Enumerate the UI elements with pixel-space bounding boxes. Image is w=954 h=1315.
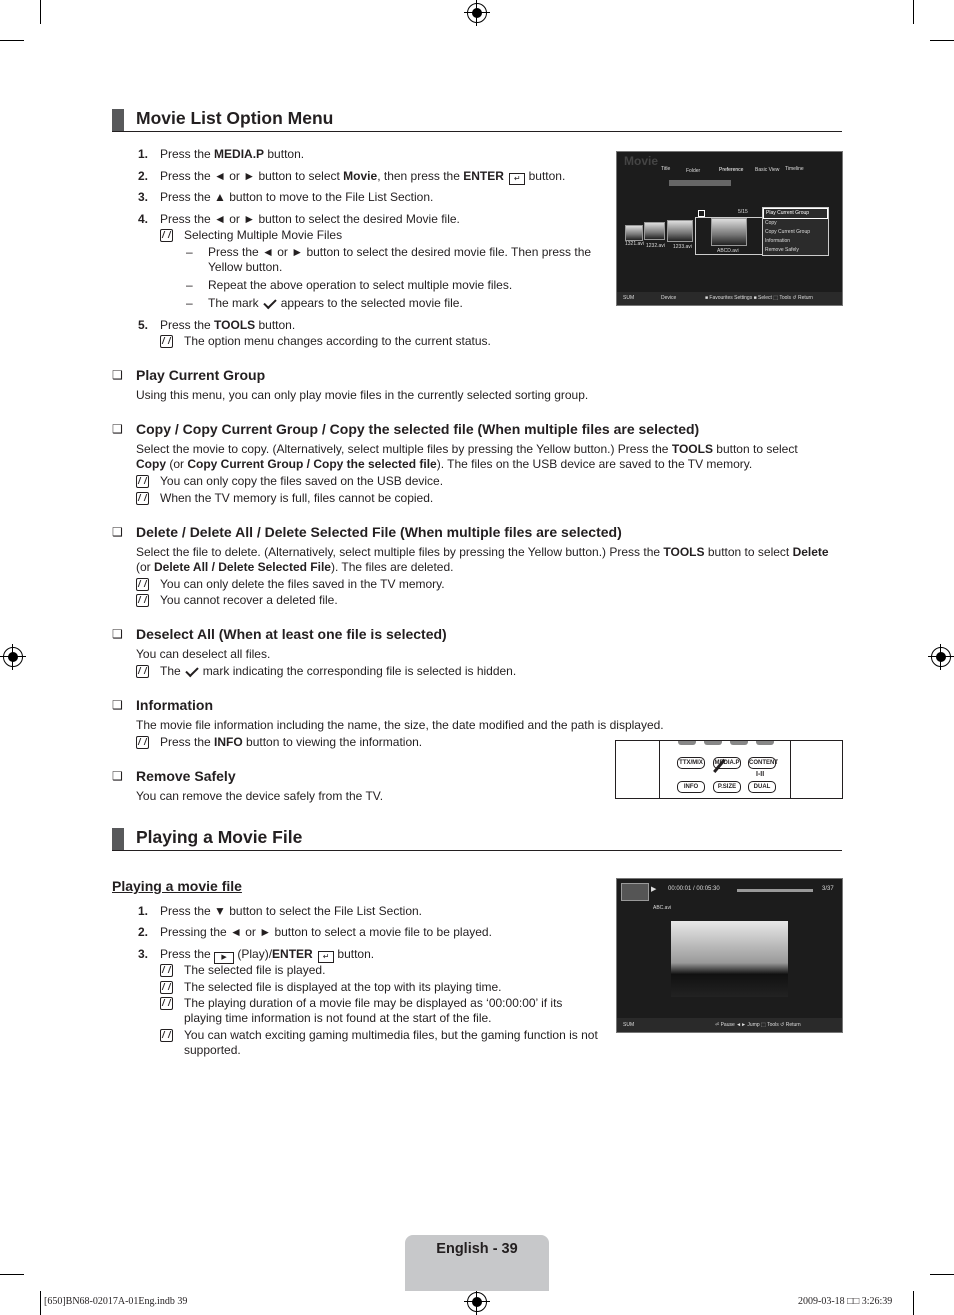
section-bar	[112, 828, 124, 850]
note-text: You can only delete the files saved in the TV memory.	[160, 577, 445, 591]
crop-mark	[0, 1274, 24, 1275]
step-number: 3.	[138, 190, 149, 204]
note-text: Selecting Multiple Movie Files	[184, 228, 343, 242]
registration-mark-icon	[931, 647, 951, 667]
checkbox-icon	[698, 210, 705, 217]
timeline-bar	[669, 180, 731, 186]
section-title: Movie List Option Menu	[136, 108, 334, 128]
item-text: (or Delete All / Delete Selected File). The files are deleted.	[136, 560, 454, 574]
file-name: 1321.avi	[625, 241, 644, 247]
crop-mark	[0, 40, 24, 41]
note-icon	[136, 594, 149, 607]
ttx-mix-button[interactable]: TTX/MIX	[677, 757, 705, 769]
step-text: Press the ▼ button to select the File List Section.	[160, 904, 423, 918]
note-text: When the TV memory is full, files cannot be copied.	[160, 491, 434, 505]
remote-edge	[790, 741, 791, 798]
menu-item[interactable]: Play Current Group	[763, 208, 828, 219]
color-button	[678, 741, 696, 745]
item-title: Delete / Delete All / Delete Selected File (When multiple files are selected)	[136, 524, 622, 540]
page-number-tab	[405, 1235, 549, 1291]
checkbox-bullet: ❑	[112, 368, 123, 382]
color-button	[704, 741, 722, 745]
screen-tab: Title	[661, 166, 671, 172]
progress-bar	[737, 889, 813, 892]
bottom-device: SUM	[623, 1022, 635, 1028]
color-button	[756, 741, 774, 745]
step-number: 1.	[138, 147, 149, 161]
item-text: You can remove the device safely from the TV.	[136, 789, 384, 803]
crop-mark	[40, 0, 41, 24]
note-text: The playing duration of a movie file may be displayed as ‘00:00:00’ if its	[184, 996, 563, 1010]
file-name: 1233.avi	[673, 244, 692, 250]
section-header	[112, 828, 842, 851]
step-number: 5.	[138, 318, 149, 332]
bottom-hints: ⏎ Pause ◄► Jump ⬚ Tools ↺ Return	[715, 1022, 801, 1028]
item-title: Remove Safely	[136, 768, 236, 784]
step-number: 2.	[138, 925, 149, 939]
section-title: Playing a Movie File	[136, 827, 303, 847]
file-counter: 5/15	[738, 209, 748, 215]
file-thumbnail	[667, 220, 693, 242]
step-text: Press the ◄ or ► button to select the desired Movie file.	[160, 212, 460, 226]
step-number: 2.	[138, 169, 149, 183]
checkbox-bullet: ❑	[112, 422, 123, 436]
dash-bullet: –	[186, 296, 193, 310]
checkmark-icon	[185, 664, 198, 677]
movie-frame-image	[671, 921, 788, 997]
color-button	[730, 741, 748, 745]
step-number: 3.	[138, 947, 149, 961]
media-p-button[interactable]: MEDIA.P	[713, 757, 741, 769]
crop-mark	[930, 1274, 954, 1275]
note-text: The option menu changes according to the current status.	[184, 334, 491, 348]
bottom-hints: ■ Favourites Settings ■ Select ⬚ Tools ↺ Return	[705, 295, 813, 301]
item-text: Select the file to delete. (Alternatively, select multiple files by pressing the Yellow button.) Press the TOOLS button to select Delete	[136, 545, 829, 559]
file-thumbnail	[625, 225, 643, 241]
crop-mark	[930, 40, 954, 41]
bottom-device: Device	[661, 295, 677, 301]
enter-icon: ↵	[318, 951, 334, 963]
checkbox-bullet: ❑	[112, 627, 123, 641]
dash-text: The mark appears to the selected movie file.	[208, 296, 463, 310]
dash-bullet: –	[186, 278, 193, 292]
print-info-right: 2009-03-18 □□ 3:26:39	[798, 1296, 893, 1307]
file-thumbnail	[711, 218, 747, 246]
note-icon	[160, 229, 173, 242]
note-icon	[136, 578, 149, 591]
note-icon	[136, 665, 149, 678]
step-text: Press the ◄ or ► button to select Movie, then press the ENTER ↵ button.	[160, 169, 566, 183]
note-text: Press the INFO button to viewing the information.	[160, 735, 423, 749]
movie-icon	[621, 883, 649, 901]
file-thumbnail	[644, 222, 665, 240]
note-icon	[160, 981, 173, 994]
item-title: Deselect All (When at least one file is selected)	[136, 626, 447, 642]
note-text: You can watch exciting gaming multimedia files, but the gaming function is not	[184, 1028, 598, 1042]
note-text: You can only copy the files saved on the USB device.	[160, 474, 444, 488]
menu-item[interactable]: Copy Current Group	[765, 229, 811, 235]
subsection-title: Playing a movie file	[112, 878, 242, 894]
screen-tab: Preference	[719, 167, 744, 173]
crop-mark	[913, 0, 914, 24]
item-title: Play Current Group	[136, 367, 266, 383]
play-indicator-icon: ▶	[651, 886, 657, 893]
step-number: 4.	[138, 212, 149, 226]
option-menu[interactable]	[762, 207, 829, 256]
print-info-left: [650]BN68-02017A-01Eng.indb 39	[44, 1296, 188, 1307]
section-bar	[112, 109, 124, 131]
note-text: The mark indicating the corresponding file is selected is hidden.	[160, 664, 517, 678]
note-icon	[160, 1029, 173, 1042]
screen-tab: Timeline	[785, 166, 804, 172]
content-button[interactable]: CONTENT	[748, 757, 776, 769]
file-count: 3/37	[822, 886, 834, 892]
checkbox-bullet: ❑	[112, 698, 123, 712]
checkbox-bullet: ❑	[112, 525, 123, 539]
note-icon	[160, 997, 173, 1010]
dual-button[interactable]: DUAL	[748, 781, 776, 793]
tools-note-icon	[136, 736, 149, 749]
section-header	[112, 109, 842, 132]
registration-mark-icon	[467, 1292, 487, 1312]
item-title: Information	[136, 697, 213, 713]
dash-text: Press the ◄ or ► button to select the desired movie file. Then press the Yellow button.	[208, 245, 592, 274]
crop-mark	[40, 1291, 41, 1315]
step-text: Pressing the ◄ or ► button to select a movie file to be played.	[160, 925, 492, 939]
step-text: Press the ▲ button to move to the File List Section.	[160, 190, 434, 204]
menu-item[interactable]: Copy	[765, 220, 777, 226]
screen-tab: Basic View	[755, 167, 780, 173]
file-name: ABC.avi	[653, 905, 672, 911]
remote-illustration	[615, 740, 843, 799]
note-text: The selected file is played.	[184, 963, 326, 977]
menu-item[interactable]: Information	[765, 238, 791, 244]
step-text: Press the MEDIA.P button.	[160, 147, 305, 161]
checkbox-bullet: ❑	[112, 769, 123, 783]
note-icon	[160, 335, 173, 348]
menu-item[interactable]: Remove Safely	[765, 247, 799, 253]
page-number: English - 39	[436, 1241, 518, 1257]
note-icon	[136, 492, 149, 505]
step-text: Press the ▶ (Play)/ENTER ↵ button.	[160, 947, 374, 964]
step-number: 1.	[138, 904, 149, 918]
note-text: The selected file is displayed at the top with its playing time.	[184, 980, 502, 994]
item-text: Using this menu, you can only play movie files in the currently selected sorting group.	[136, 388, 589, 402]
movie-player-screenshot	[616, 878, 843, 1033]
play-time: 00:00:01 / 00:05:30	[668, 886, 720, 892]
registration-mark-icon	[3, 647, 23, 667]
screen-title: Movie	[624, 154, 659, 168]
item-text: Copy (or Copy Current Group / Copy the selected file). The files on the USB device are saved to the TV memory.	[136, 457, 753, 471]
item-text: Select the movie to copy. (Alternatively, select multiple files by pressing the Yellow button.) Press the TOOLS button to select	[136, 442, 798, 456]
screen-tab: Folder	[686, 168, 701, 174]
step-text: Press the TOOLS button.	[160, 318, 296, 332]
movie-list-screenshot	[616, 151, 843, 306]
dash-text: Repeat the above operation to select multiple movie files.	[208, 278, 513, 292]
crop-mark	[913, 1291, 914, 1315]
enter-icon: ↵	[509, 173, 525, 185]
p-size-button[interactable]: P.SIZE	[713, 781, 741, 793]
info-button[interactable]: INFO	[677, 781, 705, 793]
item-text: You can deselect all files.	[136, 647, 271, 661]
checkmark-icon	[263, 296, 276, 309]
note-text: supported.	[184, 1043, 241, 1057]
registration-mark-icon	[467, 3, 487, 23]
dash-bullet: –	[186, 245, 193, 259]
note-icon	[160, 964, 173, 977]
file-name: 1232.avi	[646, 243, 665, 249]
note-icon	[136, 475, 149, 488]
item-text: The movie file information including the name, the size, the date modified and the path is displayed.	[136, 718, 664, 732]
file-name: ABCD.avi	[717, 248, 739, 254]
bottom-device: SUM	[623, 295, 635, 301]
play-icon: ▶	[214, 952, 234, 964]
dual-label: I-II	[756, 771, 765, 778]
note-text: playing time information is not found at the start of the file.	[184, 1011, 492, 1025]
remote-edge	[659, 741, 660, 798]
item-title: Copy / Copy Current Group / Copy the selected file (When multiple files are selected)	[136, 421, 700, 437]
note-text: You cannot recover a deleted file.	[160, 593, 338, 607]
